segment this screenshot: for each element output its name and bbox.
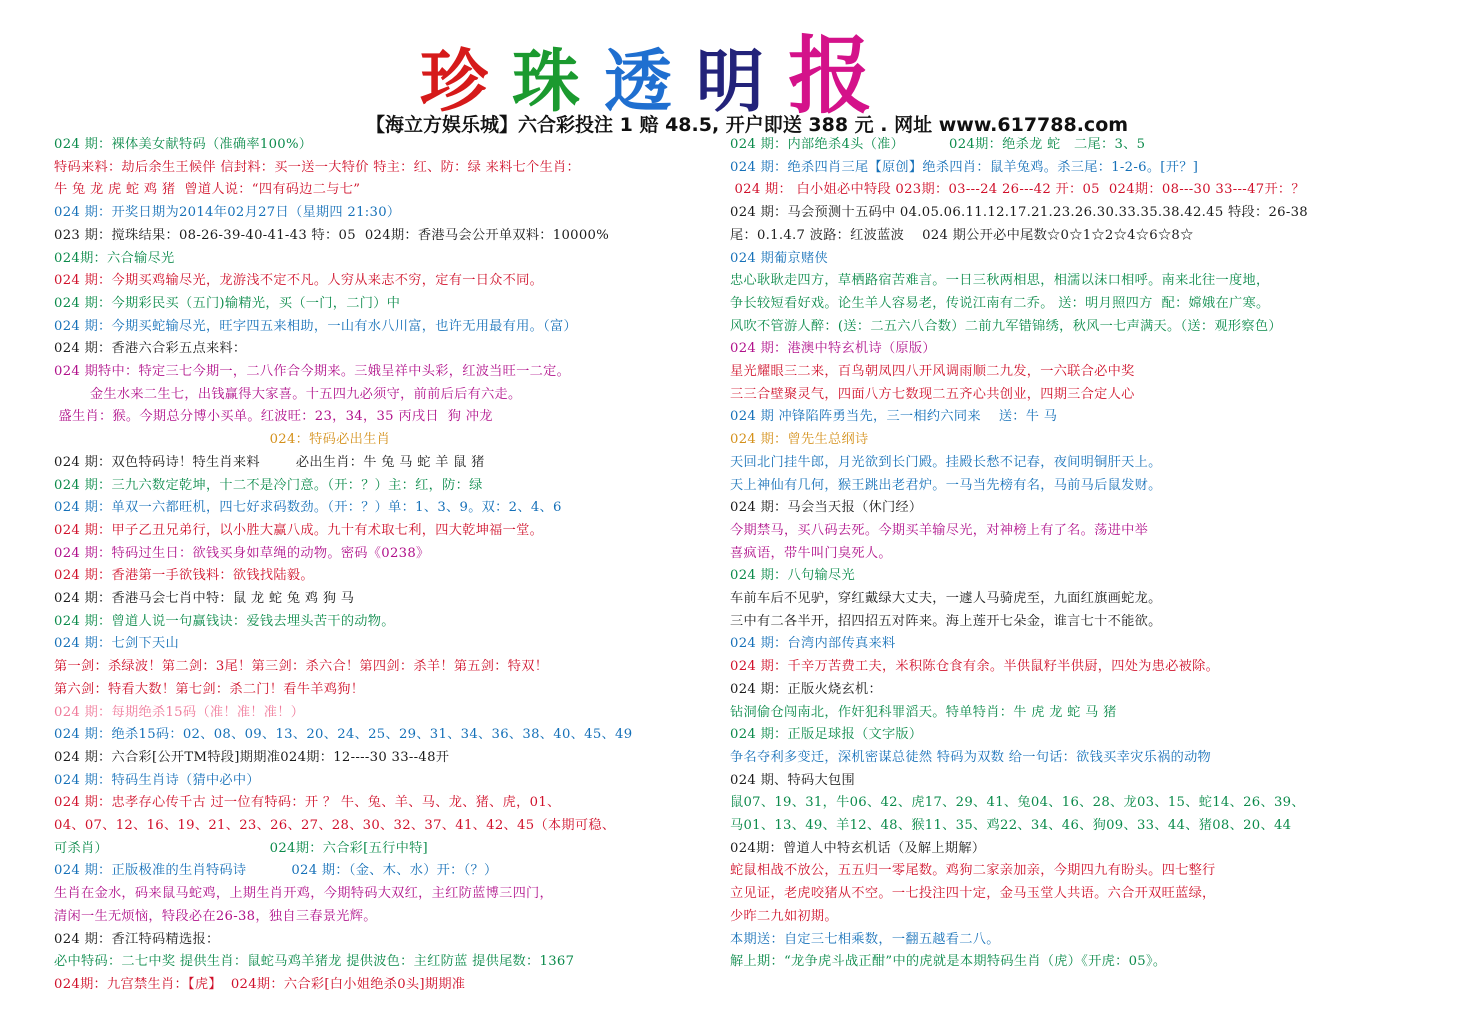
text-line: 必中特码：二七中奖 提供生肖：鼠蛇马鸡羊猪龙 提供波色：主红防蓝 提供尾数：1367 bbox=[54, 954, 575, 970]
text-line: 024 期：甲子乙丑兄弟行，以小胜大赢八成。九十有术取七利，四大乾坤福一堂。 bbox=[54, 522, 544, 538]
text-line: 争名夺利多变迁，深机密谋总徒然 特码为双数 给一句话：欲钱买幸灾乐祸的动物 bbox=[730, 749, 1212, 765]
text-line: 钻洞偷仓闯南北，作奸犯科罪滔天。特单特肖：牛 虎 龙 蛇 马 猪 bbox=[730, 704, 1117, 720]
advertisement-banner: 【海立方娱乐城】六合彩投注 1 赔 48.5, 开户即送 388 元 . 网址 www.617788.com bbox=[366, 114, 1129, 136]
text-line: 风吹不管游人醉：(送：二五六八合数）二前九军错锦绣，秋风一七声满天。（送：观形察色） bbox=[730, 318, 1282, 334]
text-line: 三三合壁聚灵气，四面八方七数现二五齐心共创业，四期三合定人心 bbox=[730, 386, 1135, 402]
text-line: 尾：0.1.4.7 波路：红波蓝波 024 期公开必中尾数☆0☆1☆2☆4☆6☆8☆ bbox=[730, 227, 1194, 243]
text-line: 024 期：台湾内部传真来料 bbox=[730, 636, 896, 652]
text-line: 023 期：搅珠结果：08-26-39-40-41-43 特：05 024期：香港马会公开单双料：10000% bbox=[54, 227, 610, 243]
text-line: 024 期：今期彩民买（五门)输精光，买（一门，二门）中 bbox=[54, 295, 401, 311]
text-line: 解上期：“龙争虎斗战正酣”中的虎就是本期特码生肖（虎）《开虎：05》。 bbox=[730, 954, 1167, 970]
text-line: 金生水来二生七，出钱赢得大家喜。十五四九必须守，前前后后有六走。 bbox=[54, 386, 522, 402]
text-line: 024 期：曾先生总纲诗 bbox=[730, 432, 869, 448]
text-line: 马01、13、49、羊12、48、猴11、35、鸡22、34、46、狗09、33、44、猪08、20、44 bbox=[730, 818, 1292, 833]
title-char: 明 bbox=[696, 42, 765, 122]
text-line: 024 期：正版足球报（文字版） bbox=[730, 727, 923, 743]
text-line: 024 期：内部绝杀4头（准） 024期：绝杀龙 蛇 二尾：3、5 bbox=[730, 137, 1146, 152]
text-line: 024 期、特码大包围 bbox=[730, 772, 855, 788]
title-char: 透 bbox=[604, 42, 673, 122]
text-line: 024 期：曾道人说一句赢钱诀：爱钱去埋头苦干的动物。 bbox=[54, 613, 395, 629]
text-line: 024 期：三九六数定乾坤，十二不是冷门意。（开：？）主：红，防：绿 bbox=[54, 477, 483, 493]
text-line: 少昨二九如初期。 bbox=[730, 908, 838, 924]
text-line: 特码来料：劫后余生王候伴 信封料：买一送一大特价 特主：红、防：绿 来料七个生肖： bbox=[54, 159, 580, 175]
text-line: 本期送：自定三七相乘数，一翻五越看二八。 bbox=[730, 931, 1000, 947]
text-line: 车前车后不见驴，穿红戴绿大丈夫，一遽人马骑虎至，九面红旗画蛇龙。 bbox=[730, 591, 1162, 606]
text-line: 牛 兔 龙 虎 蛇 鸡 猪 曾道人说：“四有码边二与七” bbox=[54, 182, 361, 198]
text-line: 清闲一生无烦恼，特段必在26-38，独自三春景光辉。 bbox=[54, 908, 377, 924]
text-line: 024 期：香港六合彩五点来料： bbox=[54, 341, 247, 357]
text-line: 024 期：港澳中特玄机诗（原版） bbox=[730, 341, 936, 357]
text-line: 024 期：忠孝存心传千古 过一位有特码：开 ？ 牛、兔、羊、马、龙、猪、虎，01、 bbox=[54, 795, 561, 811]
text-line: 024 期：今期买鸡输尽光，龙游浅不定不凡。人穷从来志不穷，定有一日众不同。 bbox=[54, 273, 544, 289]
text-line: 024 期：裸体美女献特码（准确率100%） bbox=[54, 137, 313, 152]
text-line: 024期：曾道人中特玄机话（及解上期解） bbox=[730, 840, 986, 856]
text-line: 024 期：香港马会七肖中特：鼠 龙 蛇 兔 鸡 狗 马 bbox=[54, 591, 355, 606]
text-line: 024期：六合输尽光 bbox=[54, 250, 175, 266]
text-line: 024 期：正版极准的生肖特码诗 024 期：（金、木、水）开：（？） bbox=[54, 863, 498, 879]
text-line: 024 期：绝杀四肖三尾【原创】绝杀四肖：鼠羊兔鸡。杀三尾：1-2-6。[开？] bbox=[730, 159, 1199, 175]
text-line: 024：特码必出生肖 bbox=[54, 432, 391, 448]
text-line: 天上神仙有几何，猴王跳出老君炉。一马当先榜有名，马前马后鼠发财。 bbox=[730, 477, 1162, 493]
text-line: 024 期：正版火烧玄机： bbox=[730, 681, 882, 697]
text-line: 星光耀眼三二来，百鸟朝凤四八开风调雨顺二九发，一六联合必中奖 bbox=[730, 364, 1135, 379]
text-line: 024 期：今期买蛇输尽光，旺字四五来相助，一山有水八川富，也许无用最有用。（富） bbox=[54, 318, 577, 334]
newspaper-title bbox=[420, 28, 920, 123]
text-line: 024 期：单双一六都旺机，四七好求码数劲。（开：？）单：1、3、9。双：2、4、6 bbox=[54, 500, 562, 516]
text-line: 争长较短看好戏。论生羊人容易老，传说江南有二乔。 送：明月照四方 配：嫦娥在广寒。 bbox=[730, 295, 1270, 311]
text-line: 024 期：特码生肖诗（猜中必中） bbox=[54, 772, 260, 788]
text-line: 024 期：香港第一手欲钱料：欲钱找陆毅。 bbox=[54, 568, 314, 584]
text-line: 024期：九宫禁生肖：【虎】 024期：六合彩[白小姐绝杀0头]期期准 bbox=[54, 976, 466, 992]
text-line: 天回北门挂牛郎，月光欲到长门殿。挂殿长愁不记春，夜间明铜肝天上。 bbox=[730, 454, 1162, 470]
text-line: 喜疯语，带牛叫门臭死人。 bbox=[730, 545, 892, 561]
text-line: 三中有二各半开，招四招五对阵来。海上莲开七朵金，谁言七十不能欲。 bbox=[730, 613, 1162, 629]
text-line: 024 期：双色特码诗！特生肖来料 必出生肖：牛 兔 马 蛇 羊 鼠 猪 bbox=[54, 454, 485, 470]
text-line: 忠心耿耿走四方，草栖路宿苦难言。一日三秋两相思，相濡以沫口相呼。南来北往一度地， bbox=[730, 273, 1270, 289]
text-line: 第六剑：特看大数！第七剑：杀二门！看牛羊鸡狗！ bbox=[54, 681, 365, 697]
text-line: 蛇鼠相战不放公，五五归一零尾数。鸡狗二家亲加亲，今期四九有盼头。四七整行 bbox=[730, 863, 1216, 879]
text-line: 立见证，老虎咬猪从不空。一七投注四十定，金马玉堂人共语。六合开双旺蓝绿， bbox=[730, 886, 1216, 902]
text-line: 024 期 冲锋陷阵勇当先，三一相约六同来 送：牛 马 bbox=[730, 409, 1058, 425]
text-line: 024 期：千辛万苦费工夫，米积陈仓食有余。半供鼠籽半供厨，四处为患必被除。 bbox=[730, 659, 1220, 675]
text-line: 024 期：八句输尽光 bbox=[730, 568, 855, 584]
text-line: 024 期：绝杀15码：02、08、09、13、20、24、25、29、31、34、36、38、40、45、49 bbox=[54, 727, 633, 743]
text-line: 024 期：七剑下天山 bbox=[54, 636, 179, 652]
text-line: 024 期：马会当天报（休门经） bbox=[730, 500, 923, 516]
title-char: 报 bbox=[788, 26, 873, 125]
text-line: 今期禁马，买八码去死。今期买羊输尽光，对神榜上有了名。荡进中举 bbox=[730, 522, 1149, 538]
title-char: 珍 bbox=[420, 42, 489, 122]
text-line: 024 期：开奖日期为2014年02月27日（星期四 21:30） bbox=[54, 205, 401, 221]
text-line: 盛生肖：猴。今期总分博小买单。红波旺：23，34，35 丙戌日 狗 冲龙 bbox=[54, 409, 493, 425]
text-line: 024 期： 白小姐必中特段 023期：03---24 26---42 开：05 024期：08---30 33---47开：？ bbox=[730, 182, 1305, 198]
text-line: 024 期葡京赌侠 bbox=[730, 250, 828, 266]
text-line: 鼠07、19、31，牛06、42、虎17、29、41、兔04、16、28、龙03、15、蛇14、26、39、 bbox=[730, 795, 1305, 811]
text-line: 024 期：马会预测十五码中 04.05.06.11.12.17.21.23.26.30.33.35.38.42.45 特段：26-38 bbox=[730, 205, 1308, 221]
text-line: 024 期：六合彩[公开TM特段]期期准024期：12----30 33--48开 bbox=[54, 749, 450, 765]
text-line: 可杀肖） 024期：六合彩[五行中特] bbox=[54, 840, 429, 856]
text-line: 024 期：香江特码精选报： bbox=[54, 931, 220, 947]
text-line: 024 期特中：特定三七今期一，二八作合今期来。三娥呈祥中头彩，红波当旺一二定。 bbox=[54, 364, 571, 379]
text-line: 生肖在金水，码来鼠马蛇鸡，上期生肖开鸡，今期特码大双红，主红防蓝博三四门， bbox=[54, 886, 554, 902]
title-char: 珠 bbox=[512, 42, 581, 122]
text-line: 04、07、12、16、19、21、23、26、27、28、30、32、37、41、42、45（本期可稳、 bbox=[54, 818, 616, 833]
text-line: 第一剑：杀绿波！第二剑：3尾！第三剑：杀六合！第四剑：杀羊！第五剑：特双！ bbox=[54, 659, 549, 675]
text-line: 024 期：特码过生日：欲钱买身如草绳的动物。密码《0238》 bbox=[54, 545, 430, 561]
text-line: 024 期：每期绝杀15码（准！准！准！） bbox=[54, 704, 305, 720]
